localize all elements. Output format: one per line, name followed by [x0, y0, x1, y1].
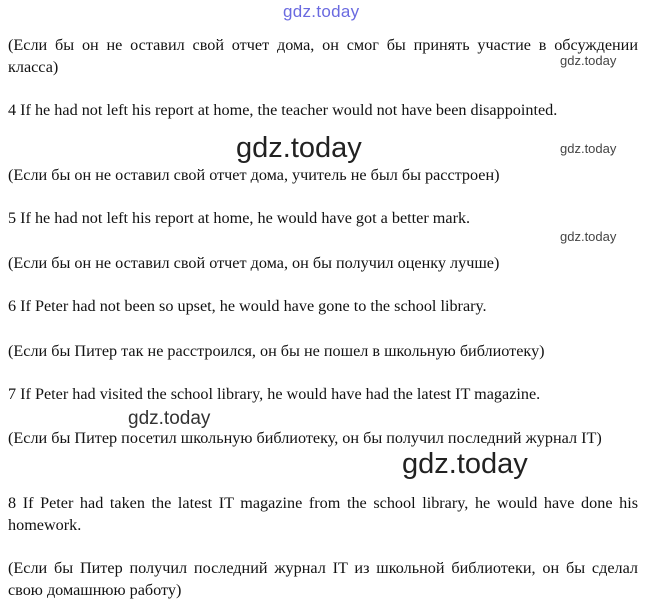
watermark-top: gdz.today: [283, 2, 360, 21]
watermark-big-1: gdz.today: [236, 132, 362, 164]
watermark-small-3: gdz.today: [560, 229, 617, 244]
paragraph-translation-3: (Если бы он не оставил свой отчет дома, он смог бы принять участие в обсуждении класса): [8, 36, 638, 76]
paragraph-sentence-7: 7 If Peter had visited the school library, he would have had the latest IT magazine.: [8, 385, 541, 403]
paragraph-translation-4: (Если бы он не оставил свой отчет дома, учитель не был бы расстроен): [8, 166, 500, 184]
watermark-big-2: gdz.today: [402, 448, 528, 480]
paragraph-sentence-4: 4 If he had not left his report at home, the teacher would not have been disappointed.: [8, 101, 558, 119]
paragraph-translation-5: (Если бы он не оставил свой отчет дома, он бы получил оценку лучше): [8, 254, 500, 272]
paragraph-translation-8: (Если бы Питер получил последний журнал IT из школьной библиотеки, он бы сделал свою домашнюю работу): [8, 559, 638, 599]
paragraph-sentence-5: 5 If he had not left his report at home, he would have got a better mark.: [8, 209, 471, 227]
paragraph-translation-7: (Если бы Питер посетил школьную библиотеку, он бы получил последний журнал IT): [8, 429, 602, 447]
paragraph-sentence-6: 6 If Peter had not been so upset, he would have gone to the school library.: [8, 297, 487, 315]
paragraph-sentence-8: 8 If Peter had taken the latest IT magazine from the school library, he would have done his homework.: [8, 494, 638, 534]
paragraph-translation-6: (Если бы Питер так не расстроился, он бы не пошел в школьную библиотеку): [8, 342, 545, 360]
watermark-small-2: gdz.today: [560, 141, 617, 156]
watermark-small-1: gdz.today: [560, 53, 617, 68]
watermark-mid-1: gdz.today: [128, 408, 211, 429]
